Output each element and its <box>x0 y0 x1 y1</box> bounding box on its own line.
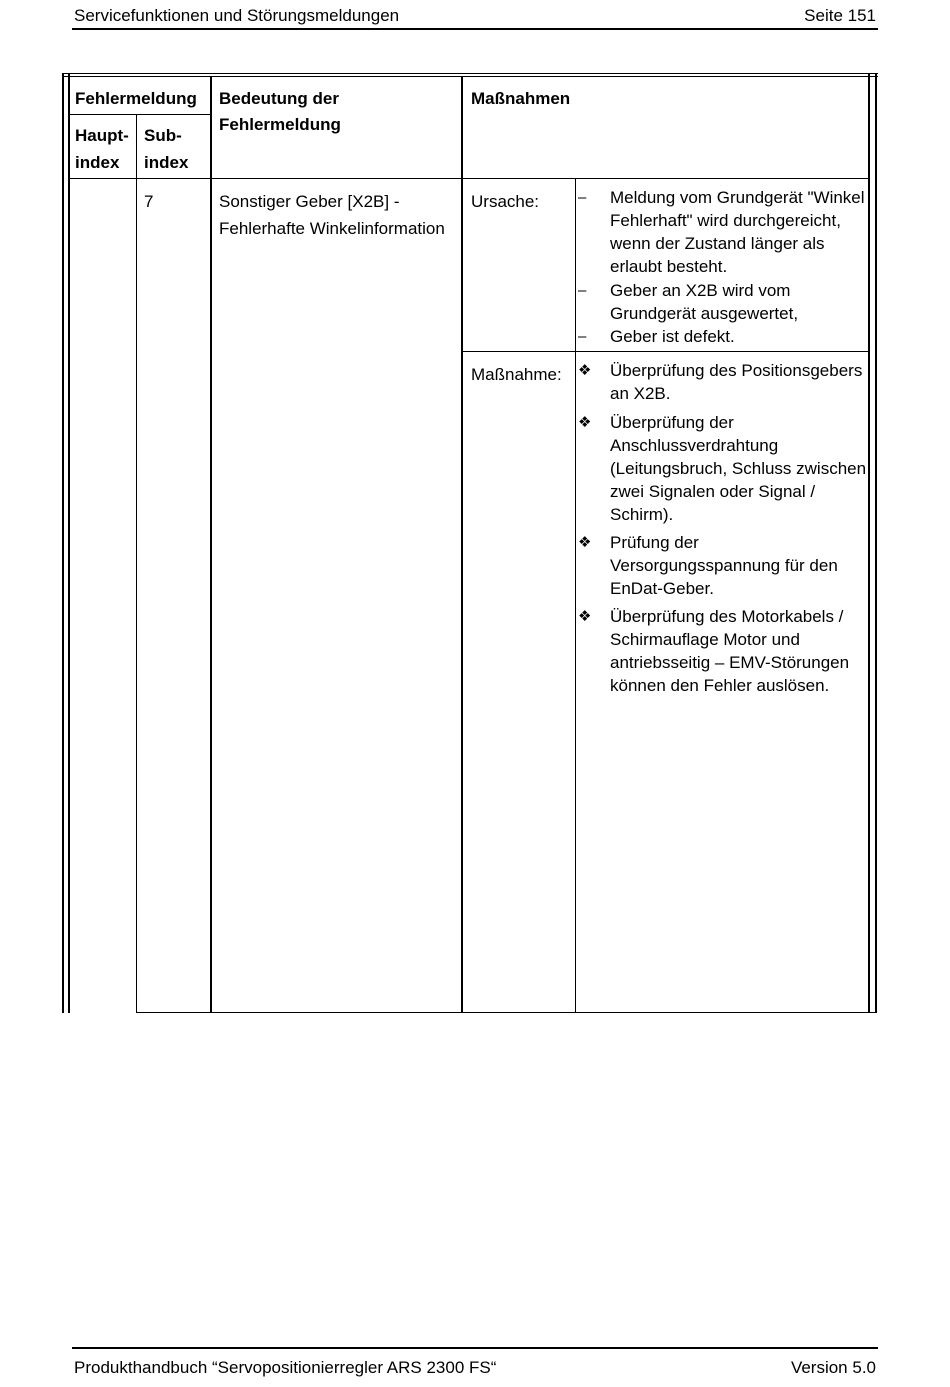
cell-bedeutung-line1: Sonstiger Geber [X2B] - <box>219 192 400 211</box>
header-massnahmen: Maßnahmen <box>471 89 571 108</box>
ursache-item: Geber an X2B wird vom Grundgerät ausgewertet, <box>610 281 799 323</box>
diamond-bullet-icon: ❖ <box>578 534 592 551</box>
ursache-item: Geber ist defekt. <box>610 327 735 346</box>
massnahme-item: Überprüfung der Anschlussverdrahtung (Leitungsbruch, Schluss zwischen zwei Signalen oder Signal / Schirm). <box>610 413 867 524</box>
row-divider <box>70 178 868 179</box>
table-border <box>62 73 64 1013</box>
massnahme-item: Überprüfung des Positionsgebers an X2B. <box>610 361 863 403</box>
ursache-label: Ursache: <box>471 192 540 211</box>
row-divider <box>463 351 868 352</box>
header-subindex-line2: index <box>144 153 189 172</box>
footer-version: Version 5.0 <box>790 1358 876 1377</box>
table-border <box>62 73 878 74</box>
table-border <box>875 73 877 1013</box>
cell-bedeutung-line2: Fehlerhafte Winkelinformation <box>219 219 445 238</box>
dash-bullet: – <box>578 189 587 206</box>
header-page-number: Seite 151 <box>804 6 876 25</box>
cell-subindex: 7 <box>144 192 154 211</box>
page-header <box>72 4 878 30</box>
footer-manual-title: Produkthandbuch “Servopositionierregler ARS 2300 FS“ <box>74 1358 497 1377</box>
column-divider <box>461 76 463 1013</box>
column-divider <box>136 114 137 1013</box>
header-hauptindex-line1: Haupt- <box>75 126 129 145</box>
massnahme-item: Überprüfung des Motorkabels / Schirmauflage Motor und antriebsseitig – EMV-Störungen können den Fehler auslösen. <box>610 607 850 695</box>
diamond-bullet-icon: ❖ <box>578 362 592 379</box>
massnahme-label: Maßnahme: <box>471 365 562 384</box>
header-hauptindex-line2: index <box>75 153 120 172</box>
table-bottom-border <box>136 1012 877 1013</box>
row-divider <box>70 114 210 115</box>
header-bedeutung-line2: Fehlermeldung <box>219 115 341 134</box>
column-divider <box>210 76 212 1013</box>
table-border <box>68 73 70 1013</box>
massnahme-item: Prüfung der Versorgungsspannung für den EnDat-Geber. <box>610 533 838 598</box>
dash-bullet: – <box>578 328 587 345</box>
header-bedeutung-line1: Bedeutung der <box>219 89 339 108</box>
ursache-item: Meldung vom Grundgerät "Winkel Fehlerhaft" wird durchgereicht, wenn der Zustand länger als erlaubt besteht. <box>610 188 865 276</box>
table-border <box>62 76 878 77</box>
page-footer <box>72 1347 878 1385</box>
header-section-title: Servicefunktionen und Störungsmeldungen <box>74 6 400 25</box>
dash-bullet: – <box>578 282 587 299</box>
header-fehlermeldung: Fehlermeldung <box>75 89 197 108</box>
column-divider <box>575 178 576 1013</box>
diamond-bullet-icon: ❖ <box>578 608 592 625</box>
diamond-bullet-icon: ❖ <box>578 414 592 431</box>
header-subindex-line1: Sub- <box>144 126 182 145</box>
